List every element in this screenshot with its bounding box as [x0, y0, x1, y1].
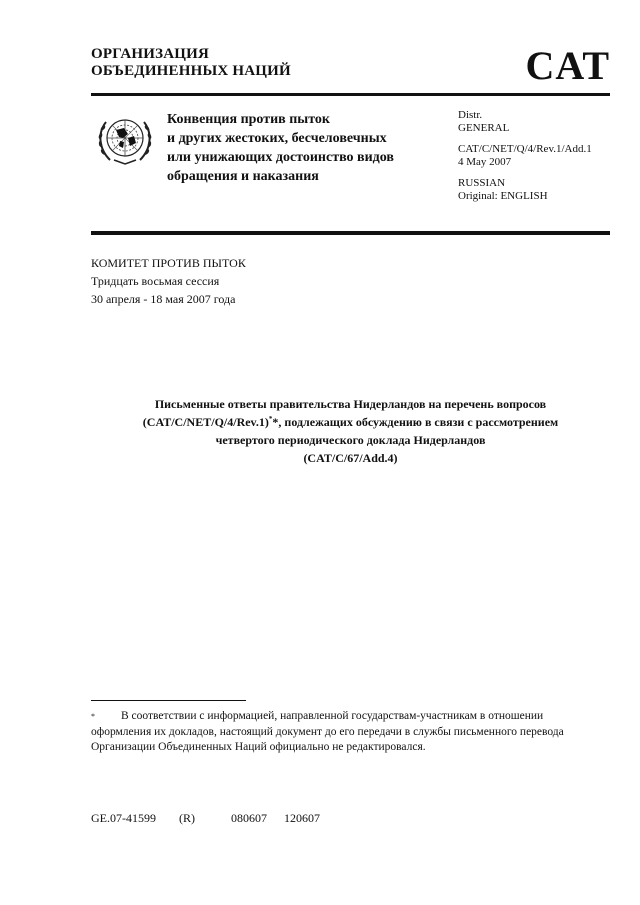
- document-title-line3: четвертого периодического доклада Нидерландов: [215, 433, 486, 447]
- footnote: [91, 709, 571, 756]
- document-symbol: CAT/C/NET/Q/4/Rev.1/Add.1: [458, 143, 592, 155]
- committee-block: [91, 254, 246, 308]
- footnote-mark: *: [91, 712, 95, 721]
- convention-title: [167, 110, 394, 186]
- document-series-symbol: CAT: [525, 43, 610, 88]
- distribution-value: GENERAL: [458, 121, 510, 134]
- committee-dates: 30 апреля - 18 мая 2007 года: [91, 292, 236, 306]
- original-language: Original: ENGLISH: [458, 189, 548, 202]
- document-title-line2: [91, 413, 610, 431]
- header-divider: [91, 231, 610, 235]
- document-title-line4: (CAT/C/67/Add.4): [303, 451, 398, 465]
- job-number: GE.07-41599: [91, 811, 156, 825]
- language-code: (R): [179, 811, 195, 825]
- distribution-label: Distr.: [458, 109, 483, 121]
- convention-title-line1: Конвенция против пыток: [167, 112, 330, 127]
- convention-title-line2: и других жестоких, бесчеловечных: [167, 131, 387, 146]
- committee-session: Тридцать восьмая сессия: [91, 274, 220, 288]
- document-title-line2-prefix: (CAT/C/NET/Q/4/Rev.1): [142, 415, 269, 429]
- organization-name-line1: ОРГАНИЗАЦИЯ: [91, 46, 210, 62]
- date-1: 080607: [231, 811, 267, 825]
- footnote-text: В соответствии с информацией, направленной государствам-участникам в отношении оформления их докладов, настоящий документ до его передачи в службы письменного перевода Организации Объединенных Наций официально не редактировался.: [91, 710, 564, 753]
- document-title-line2-suffix: *, подлежащих обсуждению в связи с рассмотрением: [272, 415, 559, 429]
- document-title: [91, 395, 610, 467]
- organization-name-line2: ОБЪЕДИНЕННЫХ НАЦИЙ: [91, 63, 291, 79]
- distribution-block: [458, 109, 592, 202]
- job-number-footer: [91, 811, 320, 825]
- document-language: RUSSIAN: [458, 177, 506, 189]
- footnote-divider: [91, 700, 246, 701]
- date-2: 120607: [284, 811, 320, 825]
- top-divider: [91, 93, 610, 96]
- footnote-reference: *: [268, 415, 273, 423]
- convention-title-line3: или унижающих достоинство видов: [167, 150, 394, 165]
- committee-name: КОМИТЕТ ПРОТИВ ПЫТОК: [91, 256, 246, 270]
- un-emblem-icon: [94, 108, 156, 168]
- convention-title-line4: обращения и наказания: [167, 169, 319, 184]
- organization-name: [91, 46, 291, 80]
- document-title-line1: Письменные ответы правительства Нидерландов на перечень вопросов: [154, 397, 547, 411]
- document-date: 4 May 2007: [458, 155, 512, 168]
